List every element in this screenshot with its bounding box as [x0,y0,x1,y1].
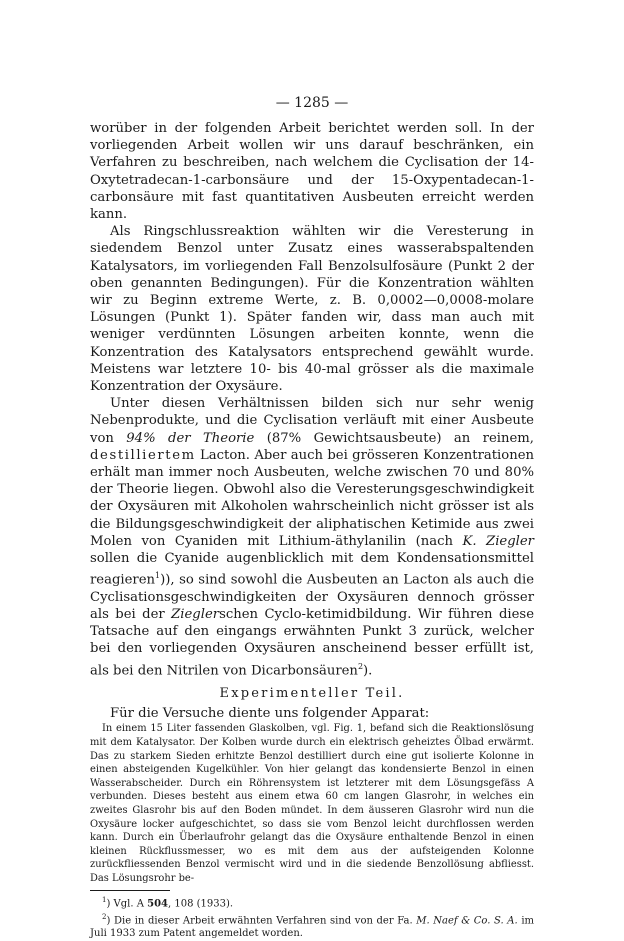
footnote-2 [90,911,534,941]
section-intro-block [90,705,534,722]
distilled-emphasis: destilliertem [90,447,196,463]
results-text-3: Lacton. Aber auch bei grösseren Konzentrationen erhält man immer noch Ausbeuten, welche zwischen 70 und 80% der Theorie liegen. Obwohl also die Veresterungsgeschwindigkeit der Oxysäuren mit Alkoholen wahrscheinlich nicht grösser ist als die Bildungsgeschwindigkeit der aliphatischen Ketimide aus zwei Molen von Cyaniden mit Lithium-äthylanilin (nach [90,447,534,549]
footnote-1-post: , 108 (1933). [168,897,234,909]
footnote-ref-1[interactable]: 1 [155,571,161,581]
yield-emphasis: 94% der Theorie [126,430,255,446]
paragraph-ring-closure: Als Ringschlussreaktion wählten wir die Veresterung in siedendem Benzol unter Zusatz eines wasserabspaltenden Katalysators, im vorliegenden Fall Benzolsulfosäure (Punkt 2 der oben genannten Bedingungen). Für die Konzentration wählten wir zu Beginn extreme Werte, z. B. 0,0002—0,0008-molare Lösungen (Punkt 1). Später fanden wir, dass man auch mit weniger verdünnten Lösungen arbeiten konnte, wenn die Konzentration des Katalysators entsprechend gewählt wurde. Meistens war letztere 10- bis 40-mal grösser als die maximale Konzentration der Oxysäure. [90,224,534,395]
apparatus-paragraph: In einem 15 Liter fassenden Glaskolben, vgl. Fig. 1, befand sich die Reaktionslösung mit dem Katalysator. Der Kolben wurde durch ein elektrisch geheiztes Ölbad erwärmt. Das zu starkem Sieden erhitzte Benzol destilliert durch eine gut isolierte Kolonne in einen absteigenden Kugelkühler. Von hier gelangt das kondensierte Benzol in einen Wasserabscheider. Durch ein Röhrensystem ist letzterer mit dem Lösungsgefäss A verbunden. Dieses besteht aus einem etwa 60 cm langen Glasrohr, in welches ein zweites Glasrohr bis auf den Boden mündet. In dem äusseren Glasrohr wird nun die Oxysäure locker aufgeschichtet, so dass sie vom Benzol leicht durchflossen werden kann. Durch ein Überlaufrohr gelangt das die Oxysäure enthaltende Benzol in einen kleinen Rückflussmesser, wo es mit dem aus der aufsteigenden Kolonne zurückfliessenden Benzol vermischt wird und in die siedende Benzollösung abfliesst. Das Lösungsrohr be- [90,723,534,885]
results-text-5: )), so sind sowohl die Ausbeuten an Lacton als auch die Cyclisationsgeschwindigkeiten der Oxysäuren dennoch grösser als bei der [90,572,534,623]
author-ziegler-adjective: Ziegler [171,607,220,623]
body-text [90,120,534,679]
footnote-2-mark: 2 [102,912,107,921]
author-ziegler: K. Ziegler [462,533,534,549]
paragraph-intro: worüber in der folgenden Arbeit berichtet werden soll. In der vorliegenden Arbeit wollen wir uns darauf beschränken, ein Verfahren zu beschreiben, nach welchem die Cyclisation der 14-Oxytetradecan-1-carbonsäure und der 15-Oxypentadecan-1-carbonsäure mit fast quantitativen Ausbeuten erreicht werden kann. [90,121,534,223]
section-heading: Experimenteller Teil. [219,686,405,702]
results-text-7: ). [363,663,373,679]
results-text-4: sollen die Cyanide augenblicklich mit dem Kondensationsmittel reagieren [90,551,534,588]
apparatus-description [90,722,534,885]
footnote-2-firm: M. Naef & Co. S. A. [416,914,518,926]
footnote-2-pre: ) Die in dieser Arbeit erwähnten Verfahren sind von der Fa. [106,914,417,926]
results-text-6: schen Cyclo-ketimidbildung. Wir führen diese Tatsache auf den eingangs erwähnten Punkt 3 zurück, welcher bei den vorliegenden Oxysäuren anscheinend besser erfüllt ist, als bei den Nitrilen von Dicarbonsäuren [90,607,534,679]
apparatus-intro: Für die Versuche diente uns folgender Apparat: [110,706,430,722]
footnote-2-post: im Juli 1933 zum Patent angemeldet worden. [90,914,534,940]
footnote-1 [90,894,534,911]
article-page [90,94,534,941]
footnotes [90,894,534,941]
footnote-1-volume: 504 [147,897,169,909]
results-text-1: Unter diesen Verhältnissen bilden sich nur sehr wenig Nebenprodukte, und die Cyclisation verläuft mit einer Ausbeute von [90,396,534,446]
footnote-divider [90,890,170,891]
footnote-ref-2[interactable]: 2 [357,661,364,671]
footnote-1-mark: 1 [102,895,107,904]
page-number: — 1285 — [275,95,349,111]
footnote-1-pre: ) Vgl. A [106,897,148,909]
results-text-2: (87% Gewichtsausbeute) an reinem, [254,430,535,446]
paragraph-results [90,395,534,679]
